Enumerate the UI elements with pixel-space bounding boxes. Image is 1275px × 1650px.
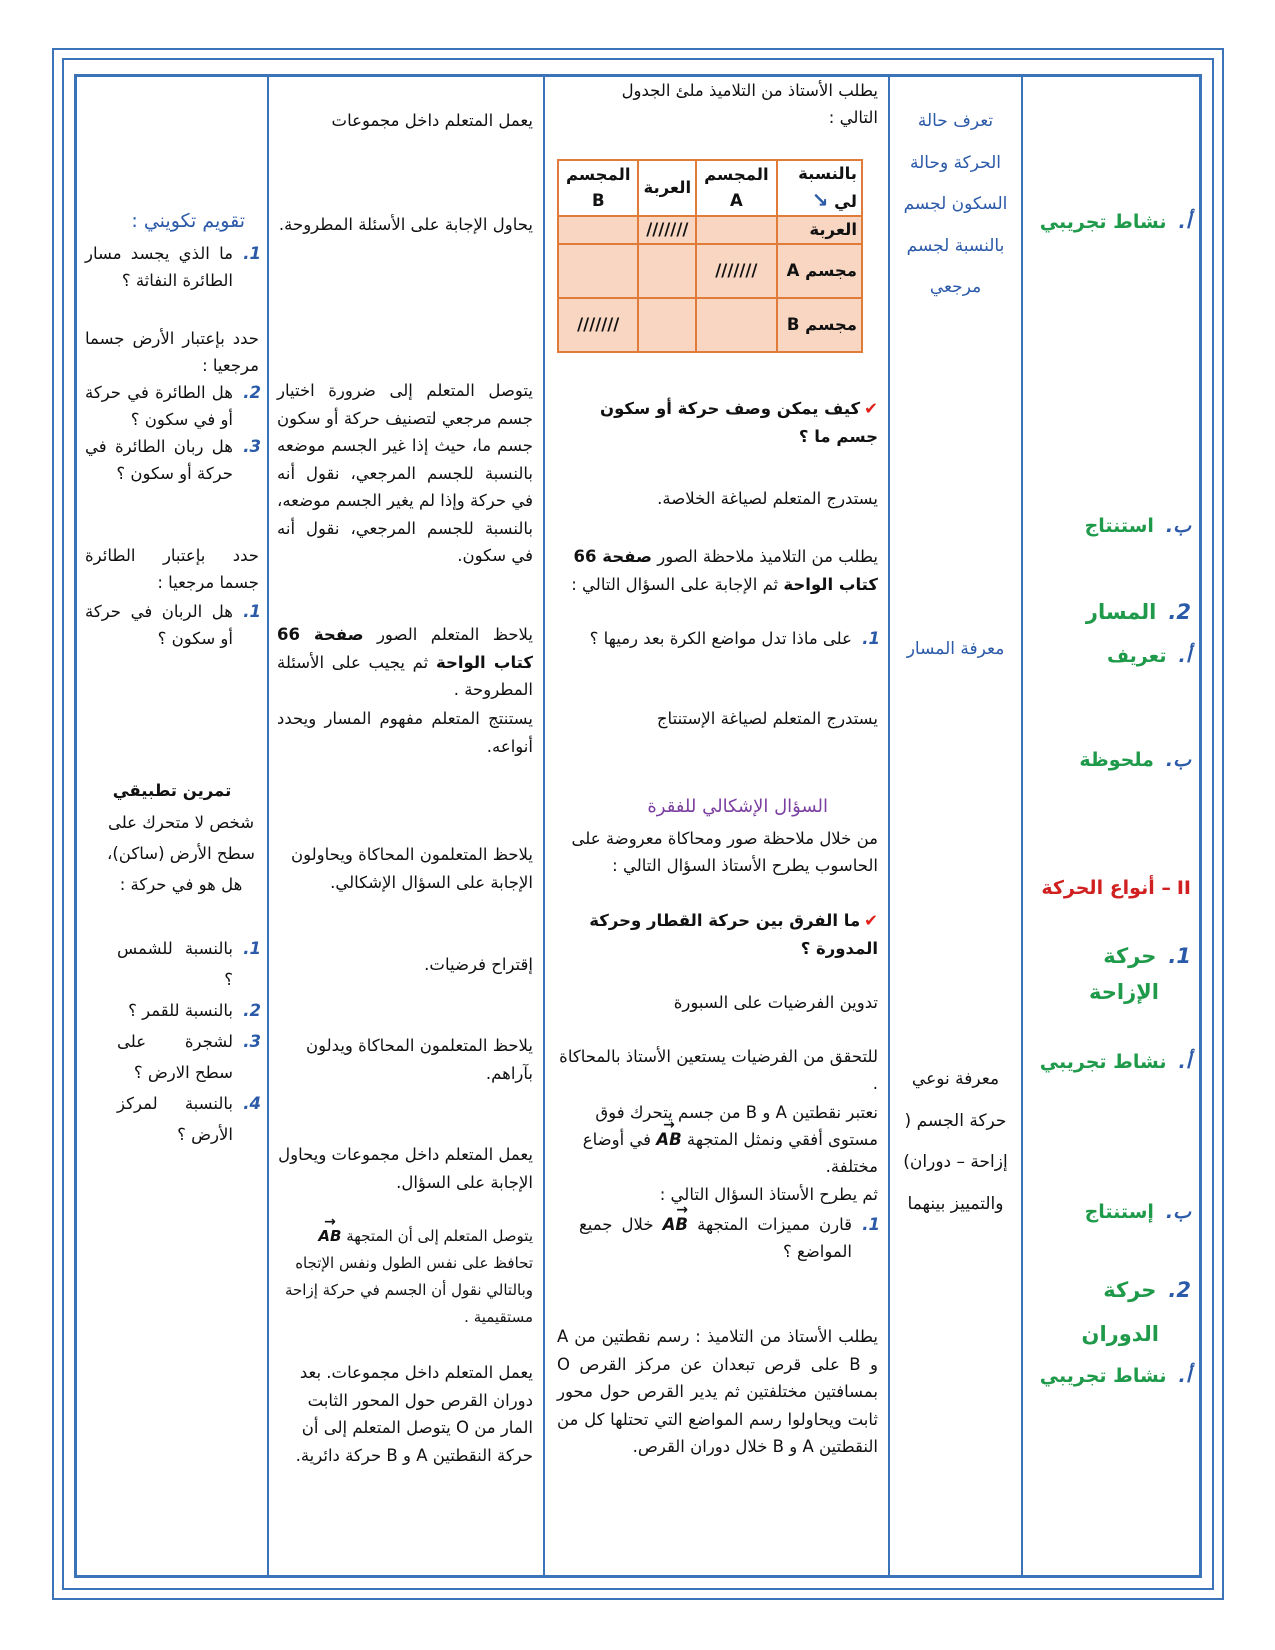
item-number: 4. <box>243 1094 261 1113</box>
item-number: 3. <box>243 1032 261 1051</box>
item-text: هل الطائرة في حركة أو في سكون ؟ <box>85 383 233 429</box>
check-icon: ✔ <box>864 911 878 930</box>
arrow-icon: ↘ <box>811 188 829 212</box>
teacher-question-1 <box>565 395 878 451</box>
teacher-then-ask: ثم يطرح الأستاذ السؤال التالي : <box>659 1185 878 1204</box>
evaluation-reference-2: حدد بإعتبار الطائرة جسما مرجعيا : <box>85 546 259 592</box>
item-number: 1. <box>862 629 880 648</box>
section-a-activity <box>1040 207 1191 237</box>
section-2-rotation <box>1103 1275 1191 1305</box>
teacher-disc: يطلب الأستاذ من التلاميذ : رسم نقطتين من A و B على قرص تبعدان عن مركز القرص O بمسافتين مختلفتين ثم يدير القرص حول محور ثابت ويحاولوا رسم المواضع التي تحتلها كل من النقطتين A و B خلال دوران القرص. <box>557 1327 878 1456</box>
table-cell: /////// <box>638 216 696 244</box>
section-marker: 2. <box>1168 1278 1191 1302</box>
section-2-path <box>1086 597 1191 627</box>
section-marker: أ. <box>1178 1365 1191 1387</box>
item-text: على ماذا تدل مواضع الكرة بعد رميها ؟ <box>589 629 852 648</box>
list-item <box>85 379 261 433</box>
teacher-hypotheses: تدوين الفرضيات على السبورة <box>673 993 878 1012</box>
learner-answer-1: يحاول الإجابة على الأسئلة المطروحة. <box>278 215 533 234</box>
check-icon: ✔ <box>864 399 878 418</box>
table-row <box>558 298 862 352</box>
section-label: نشاط تجريبي <box>1039 1051 1167 1073</box>
vec-question-text-2: خلال جميع المواضع ؟ <box>579 1215 852 1261</box>
teacher-photos <box>555 543 878 599</box>
question-text: كيف يمكن وصف حركة أو سكون جسم ما ؟ <box>599 399 878 446</box>
position-table <box>557 159 863 353</box>
learner-observe <box>277 621 533 704</box>
section-marker: 1. <box>1168 944 1191 968</box>
section-2-rotation-2: الدوران <box>1081 1322 1159 1346</box>
table-header-cell: المجسم B <box>558 160 638 216</box>
learner-groups-3: يعمل المتعلم داخل مجموعات. بعد دوران القرص حول المحور الثابت المار من O يتوصل المتعلم إلى أن حركة النقطتين A و B حركة دائرية. <box>295 1363 533 1465</box>
table-cell <box>638 298 696 352</box>
section-label: نشاط تجريبي <box>1039 211 1167 233</box>
item-text: بالنسبة لمركز الأرض ؟ <box>117 1094 233 1144</box>
photos-text-2: ثم الإجابة على السؤال التالي : <box>571 575 779 594</box>
learner-reach-1: يتوصل المتعلم إلى ضرورة اختيار جسم مرجعي لتصنيف حركة أو سكون جسم ما، حيث إذا غير الجسم موضعه بالنسبة للجسم المرجعي، نقول أنه في حركة وإذا لم يغير الجسم موضعه، بالنسبة للجسم المرجعي، نقول أنه في سكون. <box>277 381 533 565</box>
learner-sim-answer: يلاحظ المتعلمون المحاكاة ويحاولون الإجابة على السؤال الإشكالي. <box>291 845 533 892</box>
item-number: 2. <box>243 1001 261 1020</box>
item-number: 3. <box>243 437 261 456</box>
section-marker: II <box>1176 877 1191 899</box>
section-label: إستنتاج <box>1084 1201 1154 1223</box>
list-item <box>117 933 261 995</box>
section-label: حركة <box>1103 944 1157 968</box>
exercise-text: شخص لا متحرك على سطح الأرض (ساكن)، هل هو في حركة : <box>107 813 255 894</box>
table-cell: /////// <box>696 244 777 298</box>
points-text: نعتبر نقطتين A و B من جسم يتحرك فوق مستوى أفقي ونمثل المتجهة <box>595 1103 878 1149</box>
section-2ra-activity <box>1040 1361 1191 1391</box>
teacher-question-2 <box>565 907 878 963</box>
section-label: تعريف <box>1107 645 1167 667</box>
goal-1: تعرف حالة الحركة وحالة السكون لجسم بالنسبة لجسم مرجعي <box>903 111 1008 297</box>
table-cell <box>696 298 777 352</box>
section-2a-definition <box>1107 641 1191 671</box>
item-text: لشجرة على سطح الارض ؟ <box>117 1032 233 1082</box>
column-teacher <box>543 77 888 1575</box>
section-label: نشاط تجريبي <box>1039 1365 1167 1387</box>
vector-ab: → AB <box>656 1126 681 1153</box>
item-number: 1. <box>243 602 261 621</box>
evaluation-list-3 <box>85 598 261 652</box>
observe-text-2: ثم يجيب على الأسئلة المطروحة . <box>277 652 533 699</box>
table-header-cell <box>777 160 862 216</box>
table-cell <box>558 216 638 244</box>
goal-3: معرفة نوعي حركة الجسم ( إزاحة – دوران) والتمييز بينهما <box>903 1069 1008 1214</box>
section-2b-note <box>1079 745 1191 775</box>
section-marker: ب. <box>1165 515 1191 537</box>
vector-ab: → AB <box>663 1211 688 1238</box>
section-marker: ب. <box>1165 749 1191 771</box>
problem-text: من خلال ملاحظة صور ومحاكاة معروضة على الحاسوب يطرح الأستاذ السؤال التالي : <box>571 829 878 875</box>
list-item <box>85 240 261 294</box>
teacher-gradual-2: يستدرج المتعلم لصياغة الإستنتاج <box>656 709 878 728</box>
item-text: هل الربان في حركة أو سكون ؟ <box>85 602 233 648</box>
table-cell <box>558 244 638 298</box>
learner-reach-2 <box>277 1223 533 1331</box>
section-label: استنتاج <box>1084 515 1154 537</box>
list-item <box>579 625 880 652</box>
table-cell: العربة <box>777 216 862 244</box>
item-text: بالنسبة للشمس ؟ <box>117 939 233 989</box>
header-text: بالنسبة لي <box>798 164 857 211</box>
question-text: ما الفرق بين حركة القطار وحركة المدورة ؟ <box>589 911 878 958</box>
table-row <box>558 216 862 244</box>
column-evaluation <box>77 77 267 1575</box>
teacher-ball-question <box>579 625 880 652</box>
item-text <box>579 1211 852 1265</box>
observe-bold: صفحة 66 كتاب الواحة <box>277 625 534 672</box>
evaluation-title: تقويم تكويني : <box>131 210 245 232</box>
section-marker: أ. <box>1178 211 1191 233</box>
list-item <box>85 433 261 487</box>
section-b-deduction <box>1085 511 1191 541</box>
learner-deduce-path: يستنتج المتعلم مفهوم المسار ويحدد أنواعه. <box>277 709 533 756</box>
list-item <box>117 995 261 1026</box>
section-label: حركة <box>1103 1278 1157 1302</box>
section-marker: أ. <box>1178 1051 1191 1073</box>
item-number: 1. <box>243 939 261 958</box>
table-cell: مجسم B <box>777 298 862 352</box>
photos-bold: صفحة 66 كتاب الواحة <box>573 547 878 594</box>
section-1b-deduction <box>1085 1197 1191 1227</box>
exercise-list <box>117 933 261 1150</box>
table-cell <box>696 216 777 244</box>
evaluation-reference-1: حدد بإعتبار الأرض جسما مرجعيا : <box>85 329 259 375</box>
vector-ab: → AB <box>318 1223 341 1250</box>
section-marker: أ. <box>1178 645 1191 667</box>
section-label: المسار <box>1085 600 1157 624</box>
learner-groups-2: يعمل المتعلم داخل مجموعات ويحاول الإجابة على السؤال. <box>278 1145 533 1192</box>
teacher-points <box>555 1099 878 1180</box>
item-text: هل ربان الطائرة في حركة أو سكون ؟ <box>85 437 233 483</box>
table-row <box>558 244 862 298</box>
goal-2: معرفة المسار <box>906 639 1005 659</box>
list-item <box>85 598 261 652</box>
learner-groups-1: يعمل المتعلم داخل مجموعات <box>331 111 533 130</box>
item-number: 1. <box>243 244 261 263</box>
table-header-cell: العربة <box>638 160 696 216</box>
teacher-vector-question <box>579 1211 880 1265</box>
list-item <box>117 1088 261 1150</box>
list-item <box>117 1026 261 1088</box>
evaluation-list-2 <box>85 379 261 487</box>
section-II-motion-types <box>1041 873 1191 903</box>
item-text: ما الذي يجسد مسار الطائرة النفاثة ؟ <box>85 244 233 290</box>
item-number: 2. <box>243 383 261 402</box>
reach-text: يتوصل المتعلم إلى أن المتجهة <box>346 1227 533 1245</box>
teacher-intro: يطلب الأستاذ من التلاميذ ملئ الجدول التالي : <box>621 81 878 127</box>
photos-text: يطلب من التلاميذ ملاحظة الصور <box>657 547 878 566</box>
column-goals <box>888 77 1021 1575</box>
exercise-title: تمرين تطبيقي <box>112 781 232 800</box>
item-number: 1. <box>862 1215 880 1234</box>
section-1-translation-2: الإزاحة <box>1089 980 1159 1004</box>
list-item <box>579 1211 880 1265</box>
table-header-cell: المجسم A <box>696 160 777 216</box>
section-1a-activity <box>1040 1047 1191 1077</box>
table-cell: /////// <box>558 298 638 352</box>
table-cell <box>638 244 696 298</box>
teacher-verify: للتحقق من الفرضيات يستعين الأستاذ بالمحاكاة . <box>559 1047 878 1093</box>
points-text-2: في أوضاع مختلفة. <box>582 1130 878 1176</box>
section-1-translation <box>1103 933 1191 979</box>
table-cell: مجسم A <box>777 244 862 298</box>
teacher-gradual-1: يستدرج المتعلم لصياغة الخلاصة. <box>657 489 878 508</box>
evaluation-list-1 <box>85 240 261 294</box>
section-label: – أنواع الحركة <box>1041 877 1171 899</box>
learner-hypotheses: إقتراح فرضيات. <box>424 955 533 974</box>
vec-question-text: قارن مميزات المتجهة <box>697 1215 852 1234</box>
observe-text: يلاحظ المتعلم الصور <box>376 625 533 644</box>
column-learner <box>267 77 543 1575</box>
lesson-table <box>74 74 1202 1578</box>
section-label: ملحوظة <box>1079 749 1154 771</box>
section-marker: 2. <box>1168 600 1191 624</box>
section-marker: ب. <box>1165 1201 1191 1223</box>
learner-sim-opinions: يلاحظ المتعلمون المحاكاة ويدلون بآراهم. <box>305 1036 533 1083</box>
problem-title: السؤال الإشكالي للفقرة <box>647 796 828 817</box>
reach-text-2: تحافظ على نفس الطول ونفس الإتجاه وبالتالي نقول أن الجسم في حركة إزاحة مستقيمية . <box>284 1254 533 1326</box>
table-header-row <box>558 160 862 216</box>
item-text: بالنسبة للقمر ؟ <box>128 1001 233 1020</box>
column-sections <box>1021 77 1199 1575</box>
